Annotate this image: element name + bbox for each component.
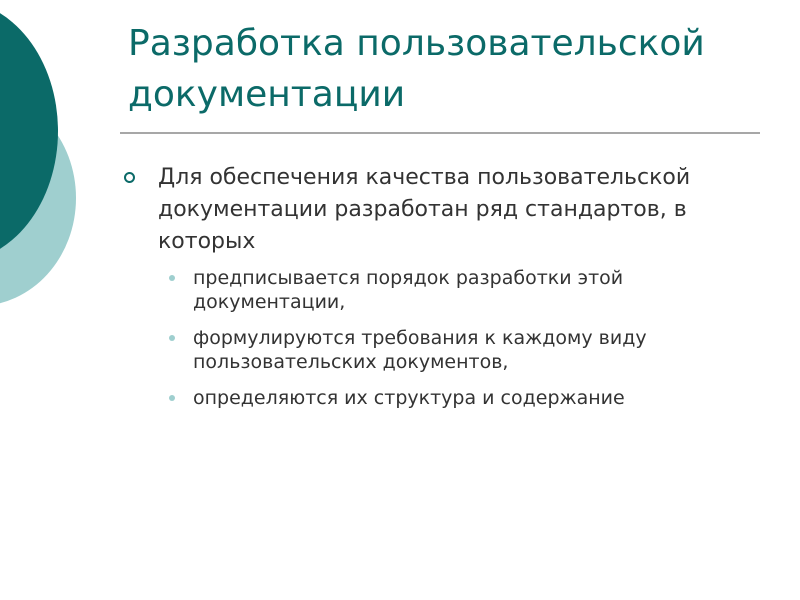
title-divider [120,132,760,134]
sub-bullet-item [169,266,760,314]
sub-bullet-text: предписывается порядок разработки этой документации, [193,267,624,313]
slide-title: Разработка пользовательской документации [128,23,705,115]
small-dot-icon [169,335,175,341]
hollow-circle-icon [124,172,135,183]
small-dot-icon [169,275,175,281]
sub-bullet-text: формулируются требования к каждому виду пользовательских документов, [193,327,647,373]
sub-bullet-item [169,326,760,374]
main-bullet-item [124,162,760,258]
sub-bullet-list [124,266,760,410]
main-bullet-text: Для обеспечения качества пользовательской документации разработан ряд стандартов, в которых [158,165,691,254]
small-dot-icon [169,395,175,401]
sub-bullet-text: определяются их структура и содержание [193,387,625,409]
sub-bullet-item [169,386,760,410]
slide-content [124,162,760,422]
